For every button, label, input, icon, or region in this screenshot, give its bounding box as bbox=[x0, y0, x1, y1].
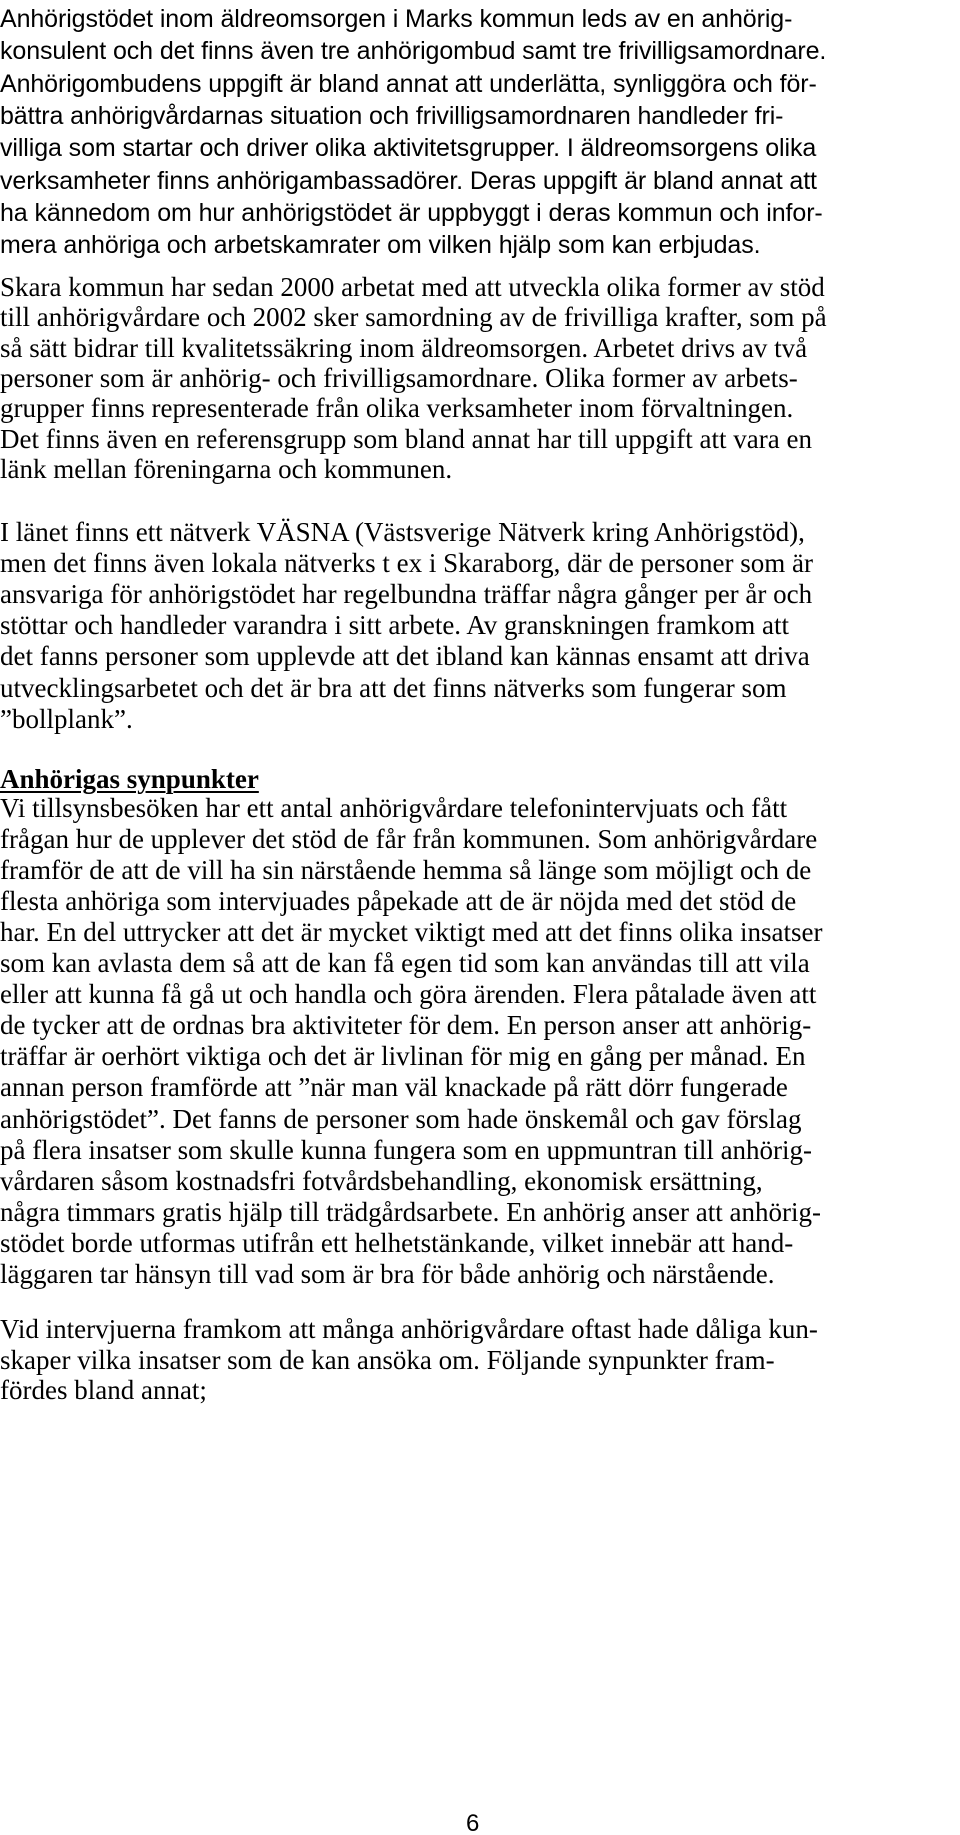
text-line: läggaren tar hänsyn till vad som är bra för både anhörig och närstående. bbox=[0, 1258, 775, 1289]
text-line: som kan avlasta dem så att de kan få egen tid som kan användas till att vila bbox=[0, 948, 810, 979]
text-line: så sätt bidrar till kvalitetssäkring inom äldreomsorgen. Arbetet drivs av två bbox=[0, 332, 808, 363]
text-line: anhörigstödet”. Det fanns de personer som hade önskemål och gav förslag bbox=[0, 1103, 802, 1134]
text-line: Vid intervjuerna framkom att många anhörigvårdare oftast hade dåliga kun- bbox=[0, 1314, 818, 1344]
text-line: ha kännedom om hur anhörigstödet är uppbyggt i deras kommun och infor- bbox=[0, 198, 823, 227]
text-line: några timmars gratis hjälp till trädgårdsarbete. En anhörig anser att anhörig- bbox=[0, 1196, 821, 1227]
text-line: Anhörigstödet inom äldreomsorgen i Marks kommun leds av en anhörig- bbox=[0, 5, 793, 33]
text-line: länk mellan föreningarna och kommunen. bbox=[0, 453, 453, 484]
text-line: vårdaren såsom kostnadsfri fotvårdsbehandling, ekonomisk ersättning, bbox=[0, 1165, 763, 1196]
text-line: mera anhöriga och arbetskamrater om vilken hjälp som kan erbjudas. bbox=[0, 231, 761, 260]
text-line: skaper vilka insatser som de kan ansöka om. Följande synpunkter fram- bbox=[0, 1344, 775, 1375]
text-line: bättra anhörigvårdarnas situation och frivilligsamordnaren handleder fri- bbox=[0, 101, 784, 130]
text-line: ansvariga för anhörigstödet har regelbundna träffar några gånger per år och bbox=[0, 579, 813, 610]
text-line: träffar är oerhört viktiga och det är livlinan för mig en gång per månad. En bbox=[0, 1041, 806, 1072]
text-line: villiga som startar och driver olika aktivitetsgrupper. I äldreomsorgens olika bbox=[0, 134, 817, 163]
text-line: frågan hur de upplever det stöd de får från kommunen. Som anhörigvårdare bbox=[0, 824, 818, 855]
text-line: grupper finns representerade från olika verksamheter inom förvaltningen. bbox=[0, 393, 794, 424]
text-line: konsulent och det finns även tre anhörigombud samt tre frivilligsamordnare. bbox=[0, 37, 827, 66]
text-line: har. En del uttrycker att det är mycket viktigt med att det finns olika insatser bbox=[0, 917, 823, 948]
text-line: men det finns även lokala nätverks t ex i Skaraborg, där de personer som är bbox=[0, 548, 813, 579]
page-number: 6 bbox=[466, 1810, 480, 1835]
text-line: Vi tillsynsbesöken har ett antal anhörigvårdare telefonintervjuats och fått bbox=[0, 793, 788, 823]
text-line: på flera insatser som skulle kunna fungera som en uppmuntran till anhörig- bbox=[0, 1134, 813, 1165]
text-line: ”bollplank”. bbox=[0, 703, 133, 734]
text-line: verksamheter finns anhörigambassadörer. Deras uppgift är bland annat att bbox=[0, 166, 817, 195]
text-line: Skara kommun har sedan 2000 arbetat med att utveckla olika former av stöd bbox=[0, 272, 825, 302]
text-line: de tycker att de ordnas bra aktiviteter för dem. En person anser att anhörig- bbox=[0, 1010, 812, 1041]
text-line: Anhörigombudens uppgift är bland annat att underlätta, synliggöra och för- bbox=[0, 69, 817, 98]
text-line: annan person framförde att ”när man väl knackade på rätt dörr fungerade bbox=[0, 1072, 788, 1103]
text-line: eller att kunna få gå ut och handla och göra ärenden. Flera påtalade även att bbox=[0, 979, 817, 1010]
text-line: personer som är anhörig- och frivilligsamordnare. Olika former av arbets- bbox=[0, 362, 798, 393]
section-heading: Anhörigas synpunkter bbox=[0, 764, 259, 794]
text-line: Det finns även en referensgrupp som bland annat har till uppgift att vara en bbox=[0, 423, 812, 454]
text-line: stödet borde utformas utifrån ett helhetstänkande, vilket innebär att hand- bbox=[0, 1227, 794, 1258]
text-line: det fanns personer som upplevde att det ibland kan kännas ensamt att driva bbox=[0, 641, 810, 672]
text-line: utvecklingsarbetet och det är bra att det finns nätverks som fungerar som bbox=[0, 672, 787, 703]
text-line: framför de att de vill ha sin närstående hemma så länge som möjligt och de bbox=[0, 855, 812, 886]
text-line: I länet finns ett nätverk VÄSNA (Västsverige Nätverk kring Anhörigstöd), bbox=[0, 517, 805, 547]
text-line: till anhörigvårdare och 2002 sker samordning av de frivilliga krafter, som på bbox=[0, 302, 827, 333]
text-line: flesta anhöriga som intervjuades påpekade att de är nöjda med det stöd de bbox=[0, 886, 797, 917]
text-line: fördes bland annat; bbox=[0, 1375, 207, 1405]
text-line: stöttar och handleder varandra i sitt arbete. Av granskningen framkom att bbox=[0, 610, 789, 641]
